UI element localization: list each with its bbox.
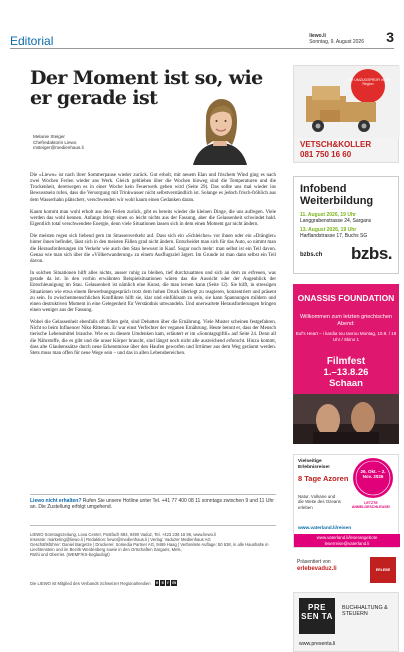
bzbs-logo: bzbs. xyxy=(351,244,392,263)
article-body xyxy=(30,173,276,363)
ad-onassis-detail: Buf's Heart – i kardia tou tavrou Montag, 10.8. / 19 Uhr / Skino 1 xyxy=(295,331,397,342)
article-paragraph: In solchen Situationen hilft alles nichts, ausser ruhig zu bleiben, tief durchzuatmen und sich an dem zu erfreuen, was gerade da ist. In den vorhin erwähnten Beispielsituationen wären das die Aussicht oder der Augenblick der Entschleunigung im Stau. Gelassenheit ist nämlich eine Kunst, die man lernen kann (Seite 12). Sie hilft, in stressigen Situationen wie etwa einem Bewerbungsgespräch trotz dem hohen Druck überlegt zu reagieren, konzentriert und präsent zu sein. In zwischenmenschlichen Konflikten hilft sie, klar und einfühlsam zu sein, sie kann Spannungen mildern und einen destruktiven Moment in eine Gelegenheit für Verständnis umwandeln. Und unerwartete Herausforderungen bringen einen weniger aus der Fassung. xyxy=(30,271,276,313)
ad-infobend-event2-place: Harflandstrasse 17, Buchs SG xyxy=(300,233,368,239)
erlebe-logo: ERLEBE xyxy=(370,557,396,583)
section-title: Editorial xyxy=(10,34,54,48)
header-date: Sonntag, 9. August 2026 xyxy=(309,39,364,45)
ad-vetsch-stamp: DER UMZUGSPROFI in der Region xyxy=(346,78,390,86)
membership-text: Die LIEWO ist Mitglied des Verbands Schweizer Regionalmedien xyxy=(30,580,151,586)
ad-onassis-photo xyxy=(293,394,399,444)
ad-presenta-url[interactable]: www.presenta.li xyxy=(299,641,336,647)
imprint-line: Rüthi und Oberriet. (WEMF/KS-beglaubigt) xyxy=(30,552,110,558)
ad-vetsch-phone[interactable]: 081 750 16 60 xyxy=(300,150,352,159)
ad-infobend-event2-date: 13. August 2026, 19 Uhr xyxy=(300,227,357,233)
ad-vaterland-badge-dates: 26. Okt. – 2. Nov. 2026 xyxy=(360,469,386,480)
author-byline xyxy=(33,134,84,151)
moving-truck-illustration xyxy=(294,66,400,138)
ad-vaterland-site[interactable]: www.vaterland.li/reisen xyxy=(298,526,352,531)
ad-vaterland-intro: Vielseitige Erlebnisreise! xyxy=(298,459,330,470)
ad-infobend-url[interactable]: bzbs.ch xyxy=(300,252,323,258)
ad-presenta-line: BUCHHALTUNG & xyxy=(342,605,388,611)
ad-onassis-film-dates: 1.–13.8.26 xyxy=(323,367,369,378)
ad-onassis-film-city: Schaan xyxy=(329,378,363,389)
ad-presenta-services xyxy=(342,605,388,618)
ad-onassis-title: ONASSIS FOUNDATION xyxy=(297,293,395,303)
page-header xyxy=(0,0,404,48)
notice-text: Rufen Sie unsere Hotline unter Tel. +41 77 400 08 11 sonntags zwischen 9 und 11 Uhr an. Die Zustellung erfolgt umgehend. xyxy=(30,498,274,510)
imprint-line: Geschäftsführer: Daniel Bargetze | Druckerei: Somedia Partner AG, 9469 Haag | Verbreitete Auflage: 50 638, in alle Haushalte in Liechtenstein und im Bezirk Werdenberg sowie in den Ortschaften Sargans, Mels, xyxy=(30,542,269,553)
article-headline: Der Moment ist so, wie er gerade ist xyxy=(30,67,263,109)
ad-vaterland-days: 8 Tage Azoren xyxy=(298,474,349,483)
imprint-line: Inserate: marketing@liewo.li | Redaktion: liewo@medienhaus.li | Verlag: Vaduzer Medienhaus AG xyxy=(30,537,211,543)
ad-presenta-line: STEUERN xyxy=(342,611,368,618)
header-brand: liewo.li xyxy=(309,33,326,39)
ad-vetsch-brand: VETSCH&KOLLER xyxy=(300,140,372,149)
notice-divider-top xyxy=(30,494,276,495)
article-paragraph: Die meisten regen sich liebend gern im Strassenverkehr auf. Dass sich ein «Schleicher» vor ihnen oder ein «Drängler» hinter ihnen befindet, lässt sich in den meisten Fällen grad nicht ändern. Entscheidet man sich für das Auto, so nimmt man die Herausforderungen im Verkehr wie auch den Stau bewusst in Kauf. Sogar noch mehr: man selbst ist ein Teil davon. Genau wie man sich über die «Völkerwanderung» zu einem Ausflugsziel ärgert. Im Grunde ist man dann selbst ein Teil davon. xyxy=(30,234,276,264)
ad-onassis-foundation[interactable] xyxy=(293,284,399,444)
ad-onassis-film-label: Filmfest xyxy=(326,356,366,367)
ad-onassis-subtitle: Willkommen zum letzten griechischen Abend: xyxy=(299,314,392,327)
presenta-logo: PRE SEN TA xyxy=(299,598,335,634)
imprint xyxy=(30,532,276,557)
delivery-notice xyxy=(30,498,276,510)
ad-infobend[interactable] xyxy=(293,176,399,274)
ad-erlebe-url[interactable]: erlebevaduz.li xyxy=(297,566,337,572)
author-role: Chefredaktorin Liewo xyxy=(33,139,77,145)
header-meta xyxy=(309,33,364,45)
author-name: Melanie Steiger xyxy=(33,134,65,139)
ad-vaterland-badge-note: LETZTE ANMELDESCHLEUSE! xyxy=(351,501,391,510)
ad-vaterland-azoren[interactable] xyxy=(293,454,399,548)
ad-vetsch-koller[interactable] xyxy=(293,65,399,163)
author-email[interactable]: msteiger@medienhaus.li xyxy=(33,145,84,151)
article-paragraph: Die «Liewo» ist nach ihrer Sommerpause wieder zurück. Gut erholt, mit neuem Elan und frischem Wind ging es nach zwei Wochen Ferien wieder ans Werk. Gleich geblieben über die Wochen hinweg sind die Temperaturen und die Trockenheit, deretwegen es in einer Woche kein Feuerwerk geben wird (Seite 29). Das sollte uns mal wieder ins Bewusstsein rufen, dass die Versorgung mit Trinkwasser nicht selbstverständlich ist. Solange es jedoch frisch-fröhlich aus dem Wasserhahn plätschert, verschwenden wir wohl kaum einen Gedanken daran. xyxy=(30,173,276,203)
ad-infobend-title: Infobend Weiterbildung xyxy=(300,183,374,207)
ad-erlebe-lead: Präsentiert von xyxy=(297,559,331,565)
header-divider xyxy=(10,48,394,49)
imprint-line: LIEWO Sonntagszeitung, Lova Center, Postfach 884, 9490 Vaduz, Tel. +423 236 16 96, www.liewo.li xyxy=(30,532,216,537)
vsrm-membership xyxy=(30,580,177,586)
ad-presenta[interactable] xyxy=(293,592,399,652)
article-paragraph: Wobei die Gelassenheit ebenfalls oft flöten geht, sind Debatten über die Ernährung. Viele Muster scheinen festgefahren. Nicht so beim Influencer Niko Rittenau. Er war einst Verfechter der veganen Ernährung. Heute betont er, dass der Mensch tierische Lebensmittel brauche. Wie es zu diesem Umdenken kam, erläutert er im «Sonntagsgiftli» auf Seite 24. Denn all die Nährstoffe, die es gibt und die unser Körper braucht, sind längst noch nicht alle ausreichend erforscht. Hinzu kommt, dass alte Glaubenssätze durch neue Erkenntnisse über den Haufen geworfen und Irrtümer aus dem Weg geräumt werden. Stets muss man offen für neue Wege sein – und das in allen Lebensbereichen. xyxy=(30,320,276,356)
ad-infobend-event1-date: 11. August 2026, 19 Uhr xyxy=(300,212,356,218)
ad-infobend-event1-place: Langgrabenstrasse 24, Sargans xyxy=(300,218,372,224)
ad-erlebe-vaduz[interactable] xyxy=(293,556,399,587)
ad-vaterland-contact-bar[interactable]: www.vaterland.li/leserangebote leserreise@vaterland.li xyxy=(294,534,400,547)
vsrm-logo: v s r m xyxy=(155,580,176,585)
author-portrait xyxy=(185,95,255,165)
page-number: 3 xyxy=(386,29,394,45)
notice-lead: Liewo nicht erhalten? xyxy=(30,498,82,504)
article-paragraph: Kaum kommt man wohl erholt aus den Ferien zurück, gibt es bereits wieder die kleinen Dinge, die uns aufregen. Viele werden das wohl kennen. Anfangs bringt einen so leicht nichts aus der Fassung, aber die Gelassenheit schwindet bald. Eigentlich total verschwendete Energie, denn viele Situationen lassen sich in dem einen Moment gar nicht ändern. xyxy=(30,209,276,228)
notice-divider-bottom xyxy=(30,525,276,526)
ad-vaterland-desc: Natur, Vulkane und die Weite des Ozeans erleben xyxy=(298,494,341,510)
